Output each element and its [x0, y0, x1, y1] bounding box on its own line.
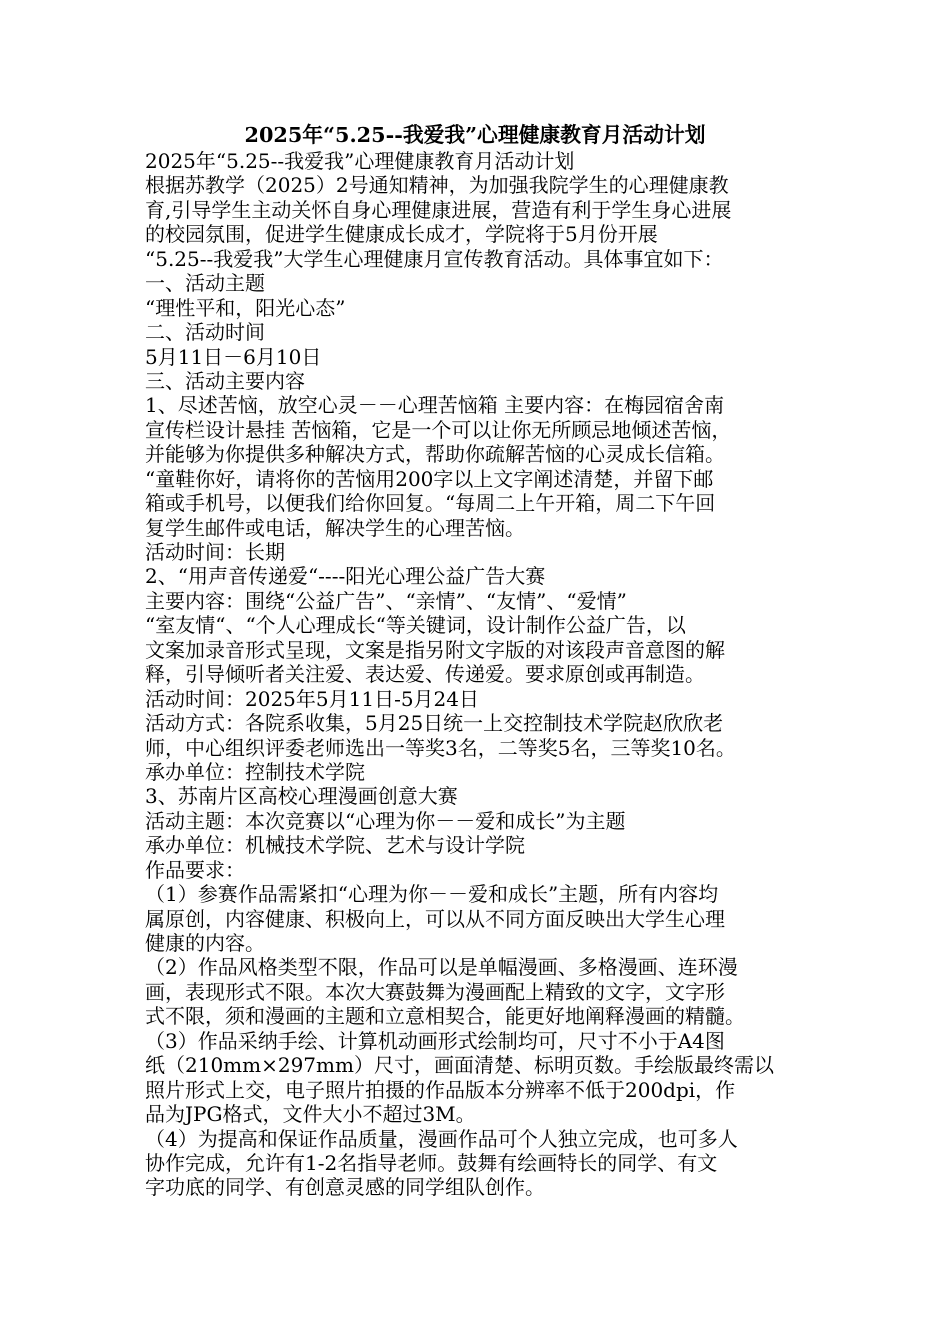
- body-line: 的校园氛围，促进学生健康成长成才，学院将于5月份开展: [145, 222, 658, 247]
- body-line: “童鞋你好，请将你的苦恼用200字以上文字阐述清楚，并留下邮: [145, 466, 714, 491]
- body-line: 育,引导学生主动关怀自身心理健康进展，营造有利于学生身心进展: [145, 197, 732, 222]
- body-line: 根据苏教学（2025）2号通知精神，为加强我院学生的心理健康教: [145, 173, 729, 198]
- body-line: 画，表现形式不限。本次大赛鼓舞为漫画配上精致的文字，文字形: [145, 979, 725, 1004]
- body-line: 3、苏南片区高校心理漫画创意大赛: [145, 784, 458, 809]
- body-line: 2025年“5.25--我爱我”心理健康教育月活动计划: [145, 149, 575, 173]
- body-line: 承办单位：控制技术学院: [145, 759, 365, 784]
- body-line: 并能够为你提供多种解决方式，帮助你疏解苦恼的心灵成长信箱。: [145, 442, 725, 467]
- body-line: 字功底的同学、有创意灵感的同学组队创作。: [145, 1175, 545, 1200]
- body-line: （3）作品采纳手绘、计算机动画形式绘制均可，尺寸不小于A4图: [145, 1028, 725, 1053]
- body-line: 复学生邮件或电话，解决学生的心理苦恼。: [145, 515, 525, 540]
- body-line: 一、活动主题: [145, 271, 265, 296]
- body-line: （2）作品风格类型不限，作品可以是单幅漫画、多格漫画、连环漫: [145, 955, 738, 980]
- body-line: 健康的内容。: [145, 931, 265, 955]
- body-line: “5.25--我爱我”大学生心理健康月宣传教育活动。具体事宜如下：: [145, 246, 724, 271]
- body-line: 活动主题：本次竞赛以“心理为你－－爱和成长”为主题: [145, 808, 626, 833]
- body-line: 1、尽述苦恼，放空心灵－－心理苦恼箱 主要内容：在梅园宿舍南: [145, 393, 725, 418]
- body-line: 属原创，内容健康、积极向上，可以从不同方面反映出大学生心理: [145, 906, 725, 931]
- body-line: 作品要求：: [145, 857, 245, 882]
- body-line: 承办单位：机械技术学院、艺术与设计学院: [145, 833, 525, 858]
- body-line: 三、活动主要内容: [145, 368, 305, 393]
- body-line: 二、活动时间: [145, 320, 265, 345]
- body-line: 活动方式：各院系收集，5月25日统一上交控制技术学院赵欣欣老: [145, 711, 724, 736]
- body-line: “室友情“、“个人心理成长“等关键词，设计制作公益广告，以: [145, 613, 686, 638]
- body-line: （1）参赛作品需紧扣“心理为你－－爱和成长”主题，所有内容均: [145, 882, 719, 907]
- body-line: “理性平和，阳光心态”: [145, 295, 346, 320]
- body-line: 活动时间：长期: [145, 540, 285, 564]
- body-line: 品为JPG格式，文件大小不超过3M。: [145, 1102, 476, 1127]
- body-line: （4）为提高和保证作品质量，漫画作品可个人独立完成，也可多人: [145, 1126, 738, 1151]
- body-line: 宣传栏设计悬挂 苦恼箱，它是一个可以让你无所顾忌地倾述苦恼，: [145, 417, 732, 442]
- body-line: 5月11日－6月10日: [145, 344, 322, 369]
- body-line: 式不限，须和漫画的主题和立意相契合，能更好地阐释漫画的精髓。: [145, 1004, 745, 1029]
- body-line: 照片形式上交，电子照片拍摄的作品版本分辨率不低于200dpi，作: [145, 1077, 736, 1102]
- body-line: 2、“用声音传递爱“----阳光心理公益广告大赛: [145, 564, 546, 589]
- document-title: 2025年“5.25--我爱我”心理健康教育月活动计划: [244, 122, 706, 147]
- body-line: 释，引导倾听者关注爱、表达爱、传递爱。要求原创或再制造。: [145, 662, 705, 687]
- body-line: 活动时间：2025年5月11日-5月24日: [145, 686, 480, 711]
- document-body: [145, 149, 815, 1200]
- body-line: 纸（210mm×297mm）尺寸，画面清楚、标明页数。手绘版最终需以: [145, 1053, 774, 1078]
- body-line: 文案加录音形式呈现，文案是指另附文字版的对该段声音意图的解: [145, 637, 725, 662]
- body-line: 箱或手机号，以便我们给你回复。“每周二上午开箱，周二下午回: [145, 491, 716, 516]
- body-line: 师，中心组织评委老师选出一等奖3名，二等奖5名，三等奖10名。: [145, 735, 736, 760]
- body-line: 主要内容：围绕“公益广告”、“亲情”、“友情”、“爱情”: [145, 588, 627, 613]
- body-line: 协作完成，允许有1-2名指导老师。鼓舞有绘画特长的同学、有文: [145, 1150, 718, 1175]
